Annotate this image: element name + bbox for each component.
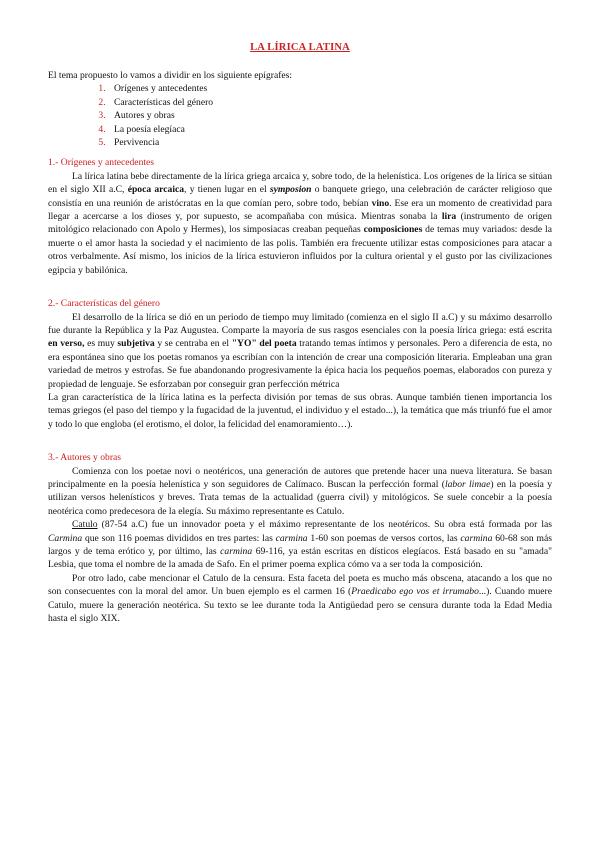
section-heading-origins: 1.- Orígenes y antecedentes <box>48 157 155 169</box>
characteristics-paragraph-2: La gran característica de la lírica latina es la perfecta división por temas de sus obras. Aunque también tienen importancia los temas griegos (el paso del tiempo y la fugacidad de la juventud, el individuo y el estado...), la temática que más triunfó fue el amor y todo lo que engloba (el erotismo, el dolor, la felicidad del enamoramiento…). <box>48 391 552 430</box>
section-heading-authors: 3.- Autores y obras <box>48 452 122 464</box>
document-title: LA LÍRICA LATINA <box>250 42 350 53</box>
intro-text: El tema propuesto lo vamos a dividir en los siguiente epígrafes: <box>48 70 293 81</box>
authors-paragraph-1: Comienza con los poetae novi o neotéricos, una generación de autores que pretende hacer una nueva literatura. Se basan principalmente en la poesía helenística y son seguidores de Calímaco. Buscan la perfección formal (labor limae) en la poesía y utilizan versos helenísticos y breves. Trata temas de la actualidad (guerra civil) y mitológicos. Se suele concebir a la poesía neotérica como predecesora de la elegía. Su máximo representante es Catulo. <box>48 465 552 517</box>
authors-paragraph-2: Catulo (87-54 a.C) fue un innovador poeta y el máximo representante de los neotéricos. Su obra está formada por las Carmina que son 116 poemas divididos en tres partes: las carmina 1-60 son poemas de versos cortos, las carmina 60-68 son más largos y de tema erótico y, por último, las carmina 69-116, ya están escritas en dísticos elegíacos. Está basado en su "amada" Lesbia, que toma el nombre de la amada de Safo. En el primer poema explica cómo va a ser toda la composición. <box>48 519 552 571</box>
characteristics-paragraph-1: El desarrollo de la lírica se dió en un periodo de tiempo muy limitado (comienza en el siglo II a.C) y su máximo desarrollo fue durante la República y la Paz Augustea. Comparte la mayoría de sus rasgos esenciales con la poesía lírica griega: está escrita en verso, es muy subjetiva y se centraba en el "YO" del poeta tratando temas íntimos y personales. Pero a diferencia de esta, no era espontánea sino que los poetas romanos ya escribían con la intención de crear una composición literaria. Empleaban una gran variedad de metros y estrofas. Se fue abandonando progresivamente la épica hacia los pequeños poemas, elaborados con pureza y propiedad de lenguaje. Se esforzaban por conseguir gran perfección métrica <box>48 311 552 390</box>
topic-item: 4. La poesía elegíaca <box>108 123 552 136</box>
topic-list <box>48 82 552 149</box>
origins-paragraph: La lírica latina bebe directamente de la lírica griega arcaica y, sobre todo, de la helenística. Los orígenes de la lírica se sitúan en el siglo XII a.C, época arcaica, y tienen lugar en el symposion o banquete griego, una celebración de carácter religioso que consistía en una reunión de aristócratas en la que comían pero, sobre todo, bebían vino. Ese era un momento de creatividad para llegar a acercarse a los dioses y, por supuesto, se acompañaba con música. Mientras sonaba la lira (instrumento de origen mitológico relacionado con Apolo y Hermes), los simposiacas creaban pequeñas composiciones de temas muy variados: desde la muerte o el amor hasta la sociedad y el nacimiento de las polis. También era frecuente utilizar estas composiciones para atacar a otros verbalmente. Así mismo, los inicios de la lírica estuvieron influidos por la cultura oriental y el gusto por las civilizaciones egipcia y babilónica. <box>48 170 552 276</box>
topic-item: 2. Características del género <box>108 96 552 109</box>
topic-item: 3. Autores y obras <box>108 109 552 122</box>
topic-item: 1. Orígenes y antecedentes <box>108 82 552 95</box>
authors-paragraph-3: Por otro lado, cabe mencionar el Catulo de la censura. Esta faceta del poeta es mucho más obscena, atacando a los que no son consecuentes con la moral del amor. Un buen ejemplo es el carmen 16 (Praedicabo ego vos et irrumabo...). Cuando muere Catulo, muere la generación neotérica. Su texto se lee durante toda la Antigüedad pero se censura durante toda la Edad Media hasta el siglo XIX. <box>48 572 552 625</box>
topic-item: 5. Pervivencia <box>108 136 552 149</box>
section-heading-characteristics: 2.- Características del género <box>48 298 160 310</box>
